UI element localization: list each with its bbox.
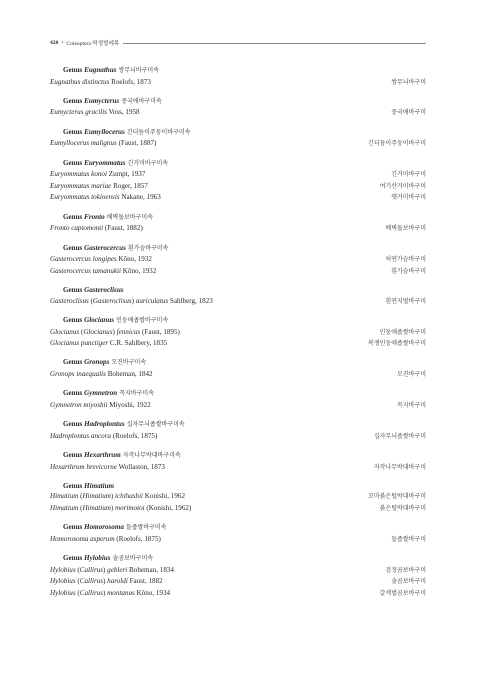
- genus-heading: [50, 388, 426, 400]
- subgenus-part: Callirus: [79, 565, 104, 574]
- genus-korean-name: 민둥애좁쌀바구미속: [116, 316, 169, 324]
- header-rule: [123, 43, 426, 44]
- species-scientific-name: [50, 369, 153, 380]
- species-scientific-name: [50, 192, 161, 203]
- genus-block: [50, 158, 426, 204]
- genus-label: Genus: [63, 158, 83, 167]
- genus-block: [50, 127, 426, 150]
- species-author: Kôno, 1932: [118, 255, 152, 264]
- species-author: Boheman, 1834: [129, 565, 174, 574]
- species-author: Faust, 1882: [129, 577, 163, 586]
- subgenus-part: Himatium: [82, 504, 111, 513]
- genus-block: [50, 315, 426, 350]
- genus-block: [50, 553, 426, 599]
- species-korean-name: 자작나무박대바구미: [373, 463, 426, 471]
- genus-name: Homorosoma: [84, 523, 124, 532]
- species-korean-name: 꼬마붉은털박대바구미: [368, 493, 426, 501]
- species-row: [50, 462, 426, 474]
- species-row: [50, 296, 426, 308]
- genus-korean-name: 배벽돌보바구미속: [106, 213, 153, 221]
- genus-part: Hylobius: [50, 577, 76, 586]
- binomial-name: Gasterocercus longipes: [50, 255, 117, 264]
- species-scientific-name: [50, 254, 152, 265]
- genus-block: [50, 388, 426, 411]
- genus-list: [50, 65, 426, 600]
- genus-part: Hylobius: [50, 565, 76, 574]
- binomial-name: Glocianus punctiger: [50, 339, 109, 348]
- species-korean-name: 꼭지바구미: [397, 401, 426, 409]
- species-row: [50, 588, 426, 600]
- species-scientific-name: [50, 223, 143, 234]
- species-korean-name: 십자무늬좁쌀바구미: [373, 432, 426, 440]
- genus-label: Genus: [63, 451, 83, 459]
- genus-heading: [50, 285, 426, 296]
- species-korean-name: 흰가슴바구미: [391, 267, 426, 275]
- species-author: Kôno, 1934: [136, 589, 171, 597]
- species-author: Roger, 1857: [113, 181, 148, 190]
- species-scientific-name: Hylobius (Callirus) haroldi Faust, 1882: [50, 577, 163, 586]
- binomial-name: Euryommatus tokioensis: [50, 193, 120, 202]
- species-row: [50, 431, 426, 443]
- species-korean-name: 붉은털박대바구미: [379, 505, 426, 513]
- genus-korean-name: 십자무늬좁쌀바구미속: [126, 421, 185, 429]
- genus-heading: [50, 481, 426, 492]
- binomial-name: Gymnetron miyoshii: [50, 400, 108, 409]
- species-author: (Roelofs, 1875): [112, 431, 158, 440]
- genus-label: Genus: [63, 420, 83, 429]
- genus-heading: [50, 96, 426, 108]
- genus-name: Hexarthrum: [84, 451, 121, 459]
- genus-part: Himatium: [50, 492, 79, 501]
- species-scientific-name: [50, 266, 156, 277]
- species-korean-name: 옛거미바구미: [391, 194, 426, 202]
- species-korean-name: 갈색벌곰보바구미: [379, 590, 426, 597]
- genus-name: Hadroplontus: [84, 420, 125, 429]
- genus-label: Genus: [63, 212, 83, 221]
- species-scientific-name: [50, 169, 145, 180]
- species-korean-name: 들좁쌀바구미: [391, 535, 426, 543]
- genus-block: [50, 450, 426, 473]
- species-row: [50, 169, 426, 181]
- genus-heading: [50, 357, 426, 369]
- genus-korean-name: 모진바구미속: [111, 359, 147, 367]
- genus-heading: [50, 315, 426, 327]
- genus-korean-name: 꼭지바구미속: [119, 390, 154, 398]
- species-scientific-name: [50, 431, 157, 442]
- species-row: [50, 369, 426, 381]
- species-author: Nakane, 1963: [121, 193, 161, 202]
- binomial-name: Eugnathus distinctus: [50, 77, 110, 86]
- species-author: Zumpt, 1937: [108, 170, 146, 179]
- header-separator: •: [61, 40, 64, 46]
- genus-block: [50, 243, 426, 278]
- species-row: [50, 266, 426, 278]
- species-author: Boheman, 1842: [107, 369, 153, 378]
- genus-label: Genus: [63, 286, 83, 295]
- genus-name: Gasterocercus: [84, 243, 126, 252]
- binomial-name: Gronops inaequalis: [50, 369, 106, 378]
- species-korean-name: 긴거미바구미: [391, 171, 426, 179]
- species-author: Wollaston, 1873: [118, 462, 165, 471]
- species-scientific-name: [50, 77, 151, 88]
- epithet-part: haroldi: [107, 577, 128, 586]
- genus-heading: [50, 158, 426, 170]
- species-row: [50, 327, 426, 339]
- genus-label: Genus: [63, 96, 83, 105]
- genus-name: Fronto: [84, 212, 105, 221]
- genus-part: Glocianus: [50, 327, 80, 336]
- species-scientific-name: [50, 107, 140, 118]
- genus-name: Eumyllocerus: [84, 127, 125, 136]
- genus-heading: [50, 243, 426, 255]
- species-author: (Faust, 1882): [104, 224, 143, 233]
- subgenus-part: Callirus: [79, 589, 104, 597]
- species-row: [50, 77, 426, 89]
- species-scientific-name: [50, 338, 167, 349]
- genus-heading: [50, 553, 426, 565]
- species-korean-name: 솔곰보바구미: [391, 578, 426, 586]
- species-scientific-name: [50, 534, 161, 545]
- genus-name: Glocianus: [84, 315, 115, 324]
- species-scientific-name: Hylobius (Callirus) gebleri Boheman, 1834: [50, 565, 174, 574]
- subgenus-part: Gasteroclisus: [92, 296, 132, 305]
- genus-korean-name: 중국애바구미속: [121, 97, 162, 105]
- epithet-part: fennicus: [116, 327, 141, 336]
- genus-korean-name: 흰가슴바구미속: [127, 244, 169, 252]
- species-row: [50, 223, 426, 235]
- species-scientific-name: Gasteroclisus (Gasteroclisus) auriculatus Sahlberg, 1823: [50, 296, 213, 305]
- species-author: (Konishi, 1962): [146, 504, 192, 513]
- genus-block: [50, 357, 426, 380]
- genus-heading: [50, 450, 426, 462]
- species-korean-name: 중국애바구미: [391, 109, 426, 117]
- subgenus-part: Glocianus: [83, 327, 113, 336]
- subgenus-part: Callirus: [79, 577, 104, 586]
- species-scientific-name: Hylobius (Callirus) montanus Kôno, 1934: [50, 589, 171, 597]
- genus-korean-name: 긴거미바구미속: [127, 159, 169, 167]
- section-title: Coleoptera 딱정벌레목: [66, 41, 120, 47]
- species-scientific-name: [50, 138, 156, 149]
- species-author: Kôno, 1932: [122, 266, 157, 275]
- genus-part: Gasteroclisus: [50, 296, 89, 305]
- species-row: [50, 491, 426, 503]
- genus-label: Genus: [63, 523, 83, 532]
- genus-block: [50, 522, 426, 545]
- species-korean-name: 여기산거미바구미: [379, 182, 426, 190]
- genus-name: Himatium: [84, 481, 115, 490]
- genus-korean-name: 들좁쌀바구미속: [125, 524, 167, 532]
- binomial-name: Hexarthrum brevicorne: [50, 462, 117, 471]
- genus-label: Genus: [63, 358, 83, 367]
- genus-label: Genus: [63, 315, 83, 324]
- species-korean-name: 쌍무늬바구미: [391, 78, 426, 86]
- species-author: C.R. Sahlbery, 1835: [109, 339, 168, 348]
- genus-label: Genus: [63, 243, 83, 252]
- genus-label: Genus: [63, 481, 83, 490]
- species-author: (Roelofs, 1875): [116, 534, 161, 543]
- species-row: [50, 576, 426, 588]
- genus-block: [50, 419, 426, 442]
- genus-label: Genus: [63, 389, 83, 398]
- epithet-part: morimotoi: [115, 504, 145, 513]
- genus-korean-name: 긴더듬이주둥이바구미속: [126, 128, 191, 136]
- genus-korean-name: 쌍무늬바구미속: [118, 67, 160, 74]
- genus-label: Genus: [63, 554, 83, 563]
- genus-label: Genus: [63, 127, 83, 136]
- genus-label: Genus: [63, 66, 83, 74]
- species-row: [50, 181, 426, 193]
- genus-block: [50, 481, 426, 515]
- binomial-name: Hadroplontus ancora: [50, 431, 112, 440]
- species-author: (Faust, 1887): [118, 139, 157, 148]
- genus-block: [50, 96, 426, 119]
- species-row: [50, 503, 426, 515]
- species-scientific-name: Himatium (Himatium) morimotoi (Konishi, 1962): [50, 504, 192, 513]
- epithet-part: auriculatus: [135, 296, 169, 305]
- species-author: Konishi, 1962: [144, 492, 185, 501]
- binomial-name: Homorosoma asperum: [50, 534, 115, 543]
- genus-name: Hylobius: [84, 554, 111, 563]
- species-scientific-name: [50, 400, 151, 411]
- genus-name: Eumycterus: [84, 96, 120, 105]
- binomial-name: Euryommatus konoi: [50, 170, 107, 179]
- binomial-name: Fronto capiomonti: [50, 224, 104, 233]
- species-row: [50, 534, 426, 546]
- genus-block: [50, 65, 426, 88]
- species-author: (Faust, 1895): [142, 327, 180, 336]
- species-korean-name: 민둥애좁쌀바구미: [379, 328, 426, 336]
- genus-heading: [50, 522, 426, 534]
- epithet-part: montanus: [107, 589, 135, 597]
- species-scientific-name: Himatium (Himatium) ichihashii Konishi, 1962: [50, 492, 185, 501]
- species-korean-name: 흰연지벌바구미: [385, 297, 426, 305]
- species-author: Roelofs, 1873: [111, 77, 151, 86]
- genus-heading: [50, 419, 426, 431]
- species-author: Miyoshi, 1922: [109, 400, 151, 409]
- species-row: [50, 254, 426, 266]
- genus-name: Euryommatus: [84, 158, 126, 167]
- page-number: 420: [50, 40, 59, 46]
- epithet-part: ichihashii: [115, 492, 144, 501]
- species-korean-name: 허연가슴바구미: [385, 256, 426, 264]
- species-scientific-name: [50, 462, 165, 473]
- genus-block: [50, 285, 426, 307]
- genus-heading: [50, 127, 426, 139]
- subgenus-part: Himatium: [82, 492, 111, 501]
- species-row: [50, 565, 426, 577]
- epithet-part: gebleri: [107, 565, 128, 574]
- genus-heading: [50, 212, 426, 224]
- species-korean-name: 모진바구미: [397, 370, 426, 378]
- genus-part: Hylobius: [50, 589, 76, 597]
- species-author: Sahlberg, 1823: [169, 296, 213, 305]
- species-row: [50, 192, 426, 204]
- genus-part: Himatium: [50, 504, 79, 513]
- binomial-name: Gasterocercus tamanukii: [50, 266, 121, 275]
- binomial-name: Eumycterus gracilis: [50, 108, 107, 117]
- genus-block: [50, 212, 426, 235]
- species-row: [50, 107, 426, 119]
- species-row: [50, 400, 426, 412]
- species-korean-name: 검정곰보바구미: [385, 566, 426, 574]
- genus-name: Gasteroclisus: [84, 286, 124, 295]
- species-author: Voss, 1958: [108, 108, 140, 117]
- genus-korean-name: 솔곰보바구미속: [112, 555, 154, 563]
- genus-korean-name: 자작나무박대바구미속: [122, 452, 181, 459]
- species-scientific-name: Glocianus (Glocianus) fennicus (Faust, 1895): [50, 327, 180, 336]
- genus-heading: [50, 65, 426, 77]
- species-row: [50, 138, 426, 150]
- species-korean-name: 긴더듬이주둥이바구미: [368, 140, 426, 148]
- species-korean-name: 복쟁민둥애좁쌀바구미: [368, 340, 426, 348]
- genus-name: Gronops: [84, 358, 110, 367]
- genus-name: Eugnathus: [84, 66, 117, 74]
- binomial-name: Euryommatus mariae: [50, 181, 112, 190]
- binomial-name: Eumyllocerus malignus: [50, 139, 117, 148]
- genus-name: Gymnetron: [84, 389, 118, 398]
- species-row: [50, 338, 426, 350]
- species-korean-name: 배벽돌보바구미: [385, 225, 426, 233]
- running-header: [50, 38, 426, 48]
- species-scientific-name: [50, 181, 148, 192]
